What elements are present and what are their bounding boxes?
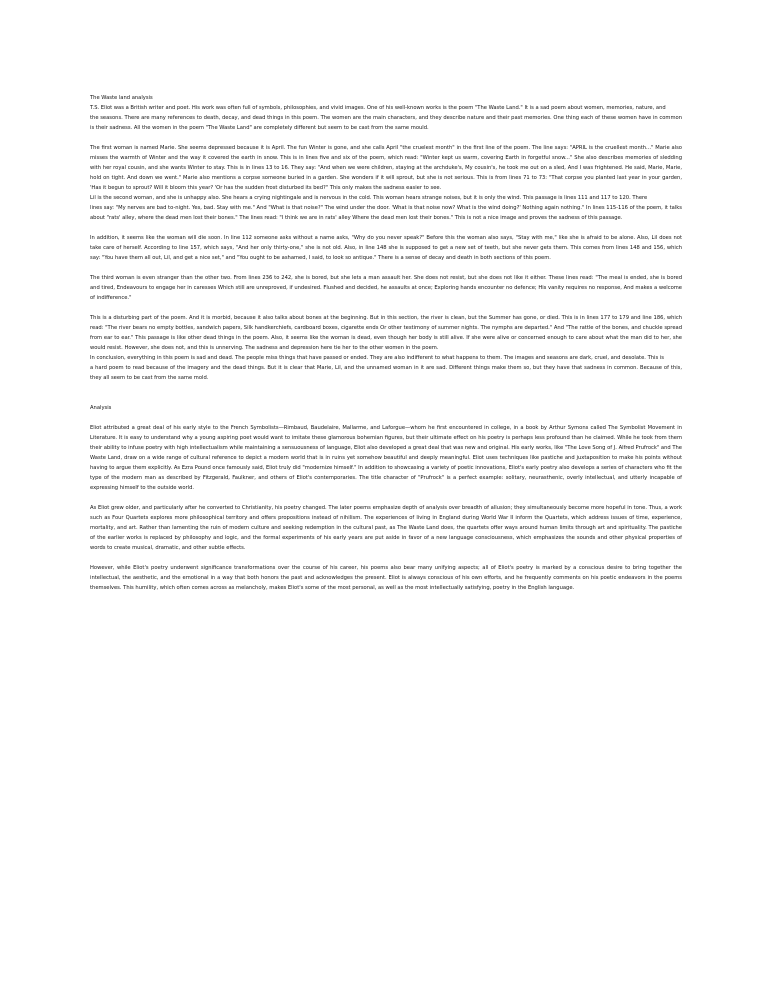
document-title: The Waste land analysis [90,95,153,101]
paragraph-analysis-later: As Eliot grew older, and particularly after he converted to Christianity, his poetry changed. The later poems emphasize depth of analysis over breadth of allusion; they simultaneously become more hopeful in tone. Thus, a work such as Four Quartets explores more philosophical territory and offers propositions instead of nihilism. The experiences of living in England during World War II inform the Quartets, which address issues of time, experience, mortality, and art. Rather than lamenting the ruin of modern culture and seeking redemption in the cultural past, as The Waste Land does, the quartets offer ways around human limits through art and spirituality. The pastiche of the earlier works is replaced by philosophy and logic, and the formal experiments of his early years are put aside in favor of a new language consciousness, which emphasizes the sounds and other physical properties of words to create musical, dramatic, and other subtle effects. [90,505,682,551]
paragraph-intro: T.S. Eliot was a British writer and poet. His work was often full of symbols, philosophies, and vivid images. One of his well-known works is the poem "The Waste Land." It is a sad poem about women, memories, nature, and [90,105,666,111]
analysis-heading: Analysis [90,405,112,411]
paragraph-marie: The first woman is named Marie. She seems depressed because it is April. The fun Winter is gone, and she calls April "the cruelest month" in the first line of the poem. The line says: "APRIL is the cruellest month..." Marie also misses the warmth of Winter and the way it covered the earth in snow. This is in lines five and six of the poem, which read: "Winter kept us warm, covering Earth in forgetful snow..." She also describes memories of sledding with her royal cousin, and she wants Winter to stay. This is in lines 13 to 16. They say: "And when we were children, staying at the archduke's, My cousin's, he took me out on a sled, And I was frightened. He said, Marie, Marie, hold on tight. And down we went." Marie also mentions a corpse someone buried in a garden. She wonders if it will sprout, but she is not serious. This is from lines 71 to 73: "That corpse you planted last year in your garden, 'Has it begun to sprout? Will it bloom this year? 'Or has the sudden frost disturbed its bed?" This only makes the sadness easier to see. [90,145,682,191]
paragraph-conclusion-continued: a hard poem to read because of the imagery and the dead things. But it is clear that Marie, Lil, and the unnamed woman in it are sad. Different things make them so, but they have that sadness in common. Because of this, they all seem to be cast from the same mold. [90,365,682,381]
paragraph-third-woman: The third woman is even stranger than the other two. From lines 236 to 242, she is bored, but she lets a man assault her. She does not resist, but she does not like it either. These lines read: "The meal is ended, she is bored and tired, Endeavours to engage her in caresses Which still are unreproved, if undesired. Flushed and decided, he assaults at once; Exploring hands encounter no defence; His vanity requires no response, And makes a welcome of indifference." [90,275,682,301]
paragraph-disturbing: This is a disturbing part of the poem. And it is morbid, because it also talks about bones at the beginning. But in this section, the river is clean, but the Summer has gone, or died. This is in lines 177 to 179 and line 186, which read: "The river bears no empty bottles, sandwich papers, Silk handkerchiefs, cardboard boxes, cigarette ends Or other testimony of summer nights. The nymphs are departed." And "The rattle of the bones, and chuckle spread from ear to ear." This passage is like other dead things in the poem. Also, it seems like the woman is dead, even though her body is still alive. If she were alive or concerned enough to care about what the man did to her, she would resist. However, she does not, and this is unnerving. The sadness and depression here tie her to the other women in the poem. [90,315,682,351]
paragraph-lil-continued: lines say: "My nerves are bad to-night. Yes, bad. Stay with me." And "What is that noise?" The wind under the door. 'What is that noise now? What is the wind doing?' Nothing again nothing." In lines 115-116 of the poem, it talks about "rats' alley, where the dead men lost their bones." The lines read: "I think we are in rats' alley Where the dead men lost their bones." This is not a nice image and proves the sadness of this passage. [90,205,682,221]
paragraph-analysis-unifying: However, while Eliot's poetry underwent significance transformations over the course of his career, his poems also bear many unifying aspects; all of Eliot's poetry is marked by a conscious desire to bring together the intellectual, the aesthetic, and the emotional in a way that both honors the past and acknowledges the present. Eliot is always conscious of his own efforts, and he frequently comments on his poetic endeavors in the poems themselves. This humility, which often comes across as melancholy, makes Eliot's some of the most personal, as well as the most intellectually satisfying, poetry in the English language. [90,565,682,591]
paragraph-lil: Lil is the second woman, and she is unhappy also. She hears a crying nightingale and is nervous in the cold. This woman hears strange noises, but it is only the wind. This passage is lines 111 and 117 to 120. There [90,195,648,201]
document-page [90,93,682,593]
paragraph-conclusion: In conclusion, everything in this poem is sad and dead. The people miss things that have passed or ended. They are also indifferent to what happens to them. The images and seasons are dark, cruel, and desolate. This is [90,355,664,361]
paragraph-intro-continued: the seasons. There are many references to death, decay, and dead things in this poem. The women are the main characters, and they describe nature and their past memories. One thing each of these women have in common is their sadness. All the women in the poem "The Waste Land" are completely different but seem to be cast from the same mould. [90,115,682,131]
paragraph-analysis-early: Eliot attributed a great deal of his early style to the French Symbolists—Rimbaud, Baudelaire, Mallarme, and Laforgue—whom he first encountered in college, in a book by Arthur Symons called The Symbolist Movement in Literature. It is easy to understand why a young aspiring poet would want to imitate these glamorous bohemian figures, but their ultimate effect on his poetry is perhaps less profound than he claimed. While he took from them their ability to infuse poetry with high intellectualism while maintaining a sensuousness of language, Eliot also developed a great deal that was new and original. His early works, like "The Love Song of J. Alfred Prufrock" and The Waste Land, draw on a wide range of cultural reference to depict a modern world that is in ruins yet somehow beautiful and deeply meaningful. Eliot uses techniques like pastiche and juxtaposition to make his points without having to argue them explicitly. As Ezra Pound once famously said, Eliot truly did "modernize himself." In addition to showcasing a variety of poetic innovations, Eliot's early poetry also develops a series of characters who fit the type of the modern man as described by Fitzgerald, Faulkner, and others of Eliot's contemporaries. The title character of "Prufrock" is a perfect example: solitary, neurasthenic, overly intellectual, and utterly incapable of expressing himself to the outside world. [90,425,682,491]
paragraph-lil-decay: In addition, it seems like the woman will die soon. In line 112 someone asks without a name asks, "Why do you never speak?" Before this the woman also says, "Stay with me," like she is afraid to be alone. Also, Lil does not take care of herself. According to line 157, which says, "And her only thirty-one," she is not old. Also, in line 148 she is supposed to get a new set of teeth, but she never gets them. This comes from lines 148 and 156, which say: "You have them all out, Lil, and get a nice set," and "You ought to be ashamed, I said, to look so antique." There is a sense of decay and death in both sections of this poem. [90,235,682,261]
